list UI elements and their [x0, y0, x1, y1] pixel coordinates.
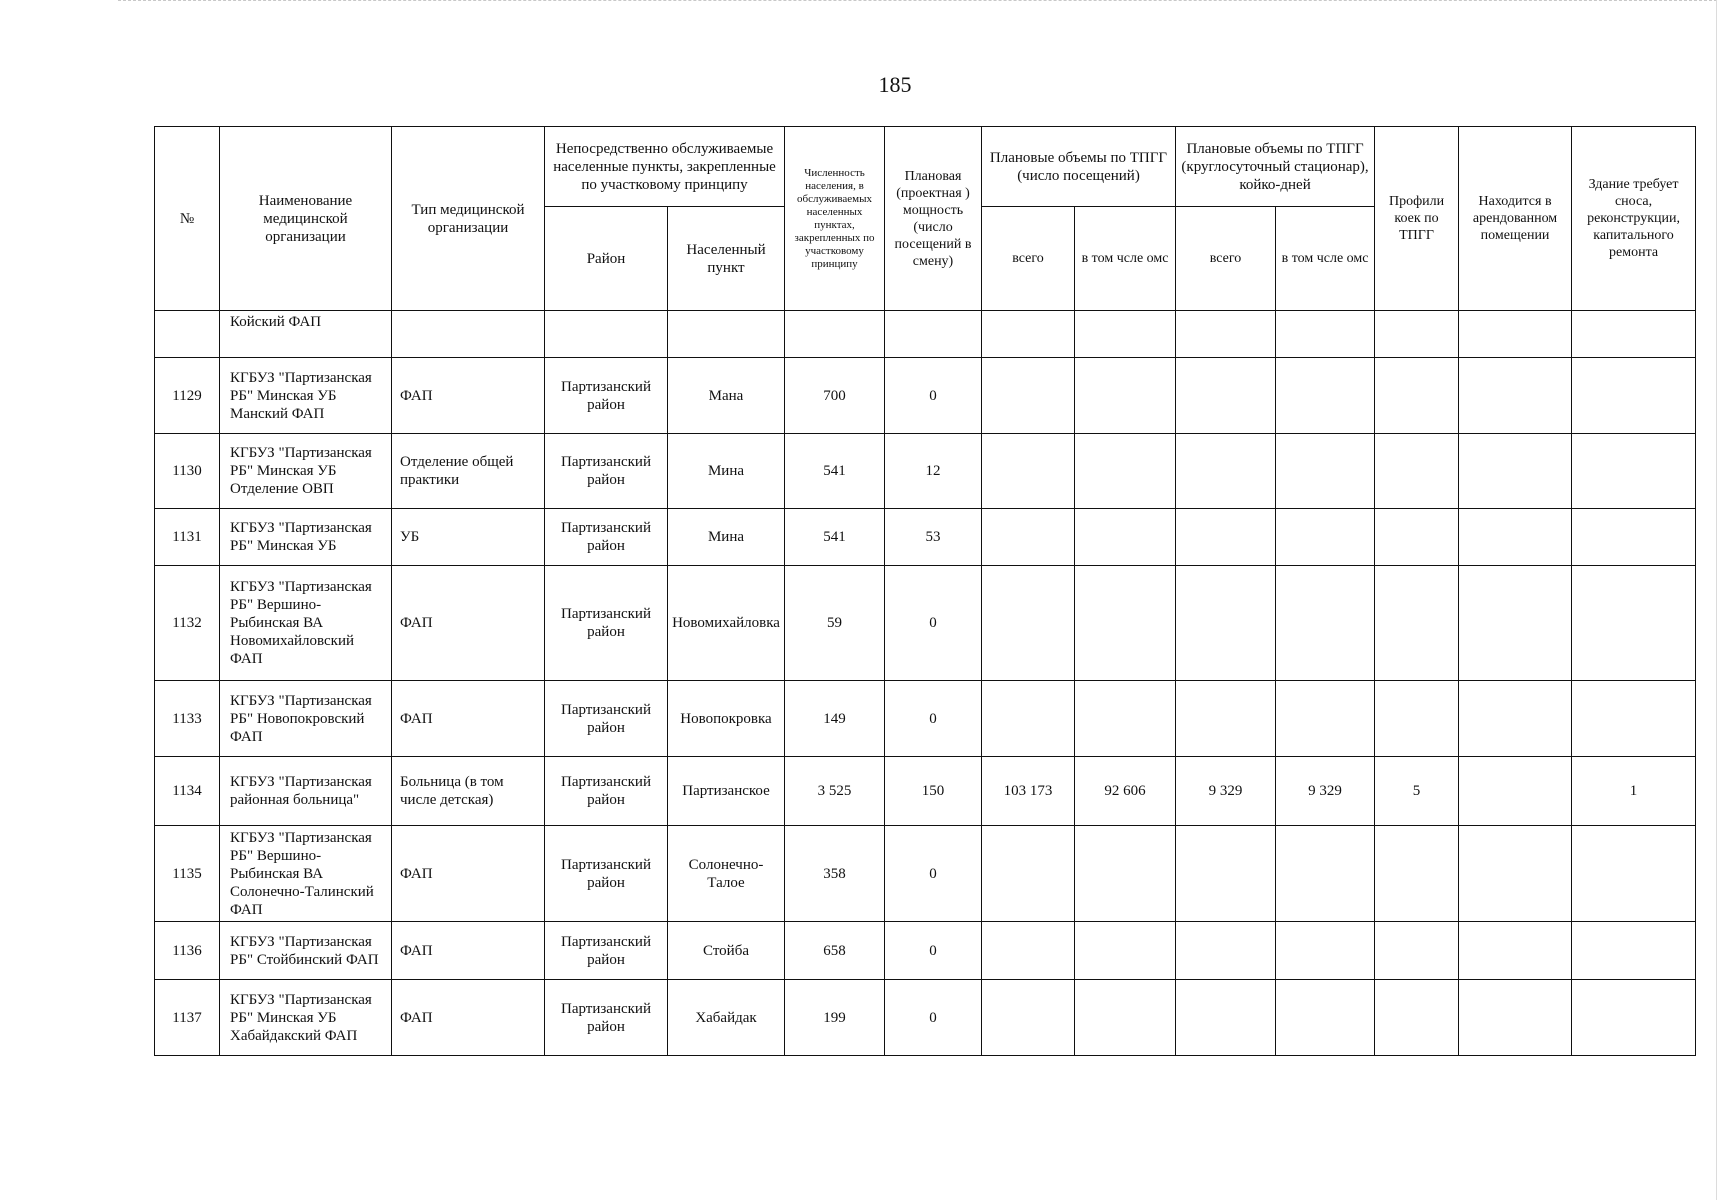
- cell-visits-total: [982, 434, 1075, 509]
- cell-beds-total: [1176, 826, 1276, 922]
- cell-locality: Новопокровка: [668, 681, 785, 757]
- cell-profiles: [1375, 358, 1459, 434]
- cell-type: Больница (в том числе детская): [392, 757, 545, 826]
- header-beds-total: всего: [1176, 207, 1276, 311]
- header-visits-total: всего: [982, 207, 1075, 311]
- cell-visits-total: [982, 980, 1075, 1056]
- cell-population: 3 525: [785, 757, 885, 826]
- table-row: [155, 566, 1696, 681]
- cell-district: Партизанский район: [545, 757, 668, 826]
- cell-name: КГБУЗ "Партизанская РБ" Вершино-Рыбинская ВА Солонечно-Талинский ФАП: [220, 826, 392, 922]
- cell-num: 1133: [155, 681, 220, 757]
- cell-population: 700: [785, 358, 885, 434]
- cell-capacity: 12: [885, 434, 982, 509]
- cell-name: КГБУЗ "Партизанская РБ" Минская УБ Отделение ОВП: [220, 434, 392, 509]
- header-building: Здание требует сноса, реконструкции, капитального ремонта: [1572, 127, 1696, 311]
- cell-population: 541: [785, 509, 885, 566]
- cell-visits-oms: [1075, 826, 1176, 922]
- cell-building: 1: [1572, 757, 1696, 826]
- cell-building: [1572, 980, 1696, 1056]
- cell-visits-total: 103 173: [982, 757, 1075, 826]
- cell-type: УБ: [392, 509, 545, 566]
- cell-name: КГБУЗ "Партизанская РБ" Минская УБ: [220, 509, 392, 566]
- table-row: [155, 980, 1696, 1056]
- cell-num: 1130: [155, 434, 220, 509]
- cell-num: 1136: [155, 922, 220, 980]
- cell-locality: Хабайдак: [668, 980, 785, 1056]
- cell-name: КГБУЗ "Партизанская РБ" Минская УБ Манский ФАП: [220, 358, 392, 434]
- cell-visits-oms: [1075, 509, 1176, 566]
- cell-population: 199: [785, 980, 885, 1056]
- cell-capacity: 0: [885, 980, 982, 1056]
- cell-beds-oms: [1276, 566, 1375, 681]
- cell-type: ФАП: [392, 826, 545, 922]
- header-num: №: [155, 127, 220, 311]
- header-type: Тип медицинской организации: [392, 127, 545, 311]
- cell-profiles: [1375, 434, 1459, 509]
- cell-profiles: 5: [1375, 757, 1459, 826]
- cell-profiles: [1375, 922, 1459, 980]
- cell-num: 1131: [155, 509, 220, 566]
- cell-name: КГБУЗ "Партизанская РБ" Новопокровский ФАП: [220, 681, 392, 757]
- table-row: [155, 509, 1696, 566]
- cell-visits-oms: [1075, 922, 1176, 980]
- cell-beds-oms: [1276, 434, 1375, 509]
- table-row: [155, 826, 1696, 922]
- cell-type: ФАП: [392, 922, 545, 980]
- cell-district: Партизанский район: [545, 980, 668, 1056]
- cell-profiles: [1375, 681, 1459, 757]
- cell-num: 1129: [155, 358, 220, 434]
- cell-district: Партизанский район: [545, 509, 668, 566]
- cell-rented: [1459, 566, 1572, 681]
- cell-beds-oms: [1276, 826, 1375, 922]
- header-served-group: Непосредственно обслуживаемые населенные пункты, закрепленные по участковому принципу: [545, 127, 785, 207]
- cell-capacity: 0: [885, 681, 982, 757]
- cell-district: Партизанский район: [545, 358, 668, 434]
- cell-beds-total: [1176, 434, 1276, 509]
- cell-name: КГБУЗ "Партизанская РБ" Стойбинский ФАП: [220, 922, 392, 980]
- cell-num: 1135: [155, 826, 220, 922]
- cell-district: Партизанский район: [545, 826, 668, 922]
- cell-capacity: 0: [885, 566, 982, 681]
- cell-profiles: [1375, 980, 1459, 1056]
- cell-locality: Солонечно-Талое: [668, 826, 785, 922]
- cell-beds-oms: [1276, 681, 1375, 757]
- cell-visits-total: [982, 566, 1075, 681]
- header-population: Численность населения, в обслуживаемых населенных пунктах, закрепленных по участковому принципу: [785, 127, 885, 311]
- cell-visits-total: [982, 826, 1075, 922]
- cell-locality: Партизанское: [668, 757, 785, 826]
- cell-population: 149: [785, 681, 885, 757]
- cell-locality: Мана: [668, 358, 785, 434]
- cell-building: [1572, 922, 1696, 980]
- cell-beds-total: [1176, 358, 1276, 434]
- cell-beds-total: [1176, 509, 1276, 566]
- cell-locality: Мина: [668, 509, 785, 566]
- cell-rented: [1459, 358, 1572, 434]
- cell-type: Отделение общей практики: [392, 434, 545, 509]
- cell-district: Партизанский район: [545, 681, 668, 757]
- cell-num: 1137: [155, 980, 220, 1056]
- header-beds-oms: в том чсле омс: [1276, 207, 1375, 311]
- table-row: [155, 681, 1696, 757]
- cell-visits-total: [982, 681, 1075, 757]
- cell-building: [1572, 434, 1696, 509]
- header-locality: Населенный пункт: [668, 207, 785, 311]
- cell-locality: Мина: [668, 434, 785, 509]
- cell-visits-oms: 92 606: [1075, 757, 1176, 826]
- cell-type: ФАП: [392, 566, 545, 681]
- cell-beds-oms: 9 329: [1276, 757, 1375, 826]
- header-visits-group: Плановые объемы по ТПГГ (число посещений): [982, 127, 1176, 207]
- cell-name: КГБУЗ "Партизанская РБ" Вершино-Рыбинская ВА Новомихайловский ФАП: [220, 566, 392, 681]
- cell-building: [1572, 358, 1696, 434]
- cell-visits-oms: [1075, 980, 1176, 1056]
- header-beds-group: Плановые объемы по ТПГГ (круглосуточный стационар), койко-дней: [1176, 127, 1375, 207]
- cell-visits-total: [982, 358, 1075, 434]
- cell-type: ФАП: [392, 358, 545, 434]
- cell-building: [1572, 681, 1696, 757]
- cell-profiles: [1375, 509, 1459, 566]
- page-number: 185: [878, 72, 912, 97]
- cell-beds-oms: [1276, 358, 1375, 434]
- header-capacity: Плановая (проектная ) мощность (число посещений в смену): [885, 127, 982, 311]
- cell-district: Партизанский район: [545, 922, 668, 980]
- table-row: [155, 757, 1696, 826]
- header-visits-oms: в том чсле омс: [1075, 207, 1176, 311]
- cell-name: КГБУЗ "Партизанская РБ" Минская УБ Хабайдакский ФАП: [220, 980, 392, 1056]
- cell-type: ФАП: [392, 681, 545, 757]
- cell-rented: [1459, 757, 1572, 826]
- scan-edge-top: [118, 0, 1717, 2]
- cell-visits-total: [982, 509, 1075, 566]
- cell-rented: [1459, 509, 1572, 566]
- cell-visits-oms: [1075, 681, 1176, 757]
- cell-visits-total: [982, 922, 1075, 980]
- table-row: [155, 434, 1696, 509]
- cell-beds-oms: [1276, 509, 1375, 566]
- carry-over-num: [155, 311, 220, 358]
- table-body: [155, 311, 1696, 1056]
- cell-visits-oms: [1075, 358, 1176, 434]
- cell-capacity: 0: [885, 358, 982, 434]
- cell-capacity: 150: [885, 757, 982, 826]
- cell-rented: [1459, 980, 1572, 1056]
- cell-locality: Стойба: [668, 922, 785, 980]
- cell-district: Партизанский район: [545, 566, 668, 681]
- cell-rented: [1459, 434, 1572, 509]
- header-profiles: Профили коек по ТПГГ: [1375, 127, 1459, 311]
- cell-rented: [1459, 922, 1572, 980]
- cell-beds-total: [1176, 980, 1276, 1056]
- cell-beds-oms: [1276, 922, 1375, 980]
- cell-beds-total: [1176, 681, 1276, 757]
- cell-population: 541: [785, 434, 885, 509]
- cell-visits-oms: [1075, 434, 1176, 509]
- cell-beds-total: [1176, 566, 1276, 681]
- cell-population: 658: [785, 922, 885, 980]
- cell-building: [1572, 826, 1696, 922]
- cell-rented: [1459, 826, 1572, 922]
- carry-over-name: Койский ФАП: [220, 311, 392, 358]
- cell-rented: [1459, 681, 1572, 757]
- cell-type: ФАП: [392, 980, 545, 1056]
- cell-capacity: 0: [885, 922, 982, 980]
- cell-profiles: [1375, 826, 1459, 922]
- header-name: Наименование медицинской организации: [220, 127, 392, 311]
- table-header: [155, 127, 1696, 311]
- cell-num: 1132: [155, 566, 220, 681]
- organizations-table: [154, 126, 1696, 1056]
- cell-beds-total: 9 329: [1176, 757, 1276, 826]
- cell-building: [1572, 566, 1696, 681]
- cell-name: КГБУЗ "Партизанская районная больница": [220, 757, 392, 826]
- cell-building: [1572, 509, 1696, 566]
- cell-visits-oms: [1075, 566, 1176, 681]
- cell-population: 358: [785, 826, 885, 922]
- cell-capacity: 0: [885, 826, 982, 922]
- table-row: [155, 358, 1696, 434]
- header-rented: Находится в арендованном помещении: [1459, 127, 1572, 311]
- carry-over-row: [155, 311, 1696, 358]
- cell-capacity: 53: [885, 509, 982, 566]
- table-row: [155, 922, 1696, 980]
- header-district: Район: [545, 207, 668, 311]
- cell-district: Партизанский район: [545, 434, 668, 509]
- cell-num: 1134: [155, 757, 220, 826]
- cell-beds-oms: [1276, 980, 1375, 1056]
- cell-beds-total: [1176, 922, 1276, 980]
- cell-profiles: [1375, 566, 1459, 681]
- cell-population: 59: [785, 566, 885, 681]
- cell-locality: Новомихайловка: [668, 566, 785, 681]
